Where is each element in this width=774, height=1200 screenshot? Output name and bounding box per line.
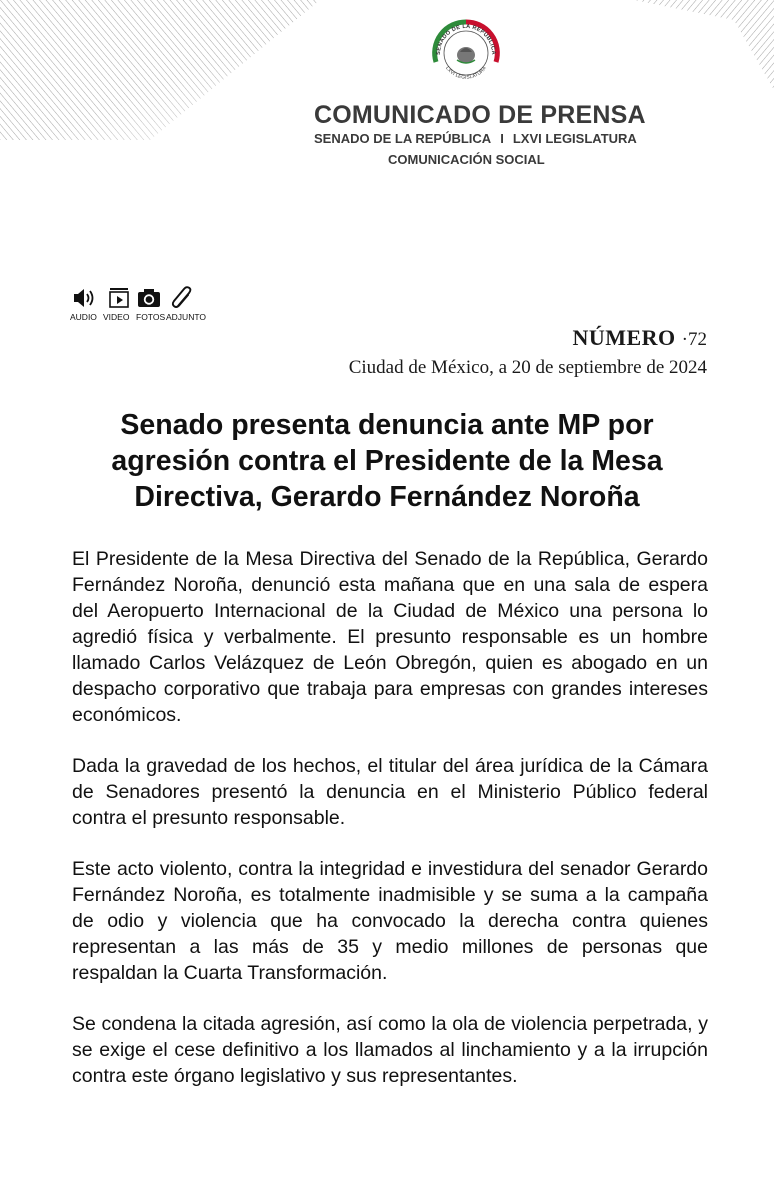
svg-text:LXVI LEGISLATURA: [444, 65, 488, 81]
seal-text-top: SENADO DE LA REPÚBLICA: [435, 23, 497, 56]
media-label-audio: AUDIO: [70, 312, 97, 322]
decorative-hatch-right: [624, 0, 774, 140]
senate-seal-logo: [428, 14, 504, 90]
header-office: COMUNICACIÓN SOCIAL: [388, 152, 545, 167]
release-number: [572, 325, 707, 351]
header-separator: I: [500, 131, 504, 146]
body-paragraph: Dada la gravedad de los hechos, el titular del área jurídica de la Cámara de Senadores presentó la denuncia en el Ministerio Público federal contra el presunto responsable.: [72, 755, 708, 829]
header-legislature: LXVI LEGISLATURA: [512, 131, 637, 146]
media-label-video: VIDEO: [103, 312, 130, 322]
decorative-hatch-left: [0, 0, 320, 140]
media-links: [70, 286, 230, 326]
body-paragraph: Este acto violento, contra la integridad e investidura del senador Gerardo Fernández Noroña, es totalmente inadmisible y se suma a la campaña de odio y violencia que ha convocado la derecha contra quienes representan a las más de 35 y medio millones de personas que respaldan la Cuarta Transformación.: [72, 858, 708, 984]
release-date: Ciudad de México, a 20 de septiembre de 2024: [348, 357, 707, 378]
headline: Senado presenta denuncia ante MP por agresión contra el Presidente de la Mesa Directiva, Gerardo Fernández Noroña: [111, 409, 663, 513]
paperclip-icon[interactable]: [170, 286, 196, 310]
seal-text-bottom: LXVI LEGISLATURA: [444, 65, 488, 81]
media-label-fotos: FOTOS: [136, 312, 166, 322]
header-subtitle: [314, 131, 637, 146]
speaker-icon[interactable]: [72, 286, 98, 310]
release-number-value: ·72: [681, 329, 707, 350]
body-paragraph: Se condena la citada agresión, así como la ola de violencia perpetrada, y se exige el cese definitivo a los llamados al linchamiento y a la irrupción contra este órgano legislativo y sus representantes.: [72, 1013, 708, 1087]
release-number-label: NÚMERO: [572, 325, 676, 350]
media-label-adjunto: ADJUNTO: [166, 312, 206, 322]
body-text: [72, 546, 708, 1114]
header-title: COMUNICADO DE PRENSA: [314, 101, 646, 129]
body-paragraph: El Presidente de la Mesa Directiva del Senado de la República, Gerardo Fernández Noroña, denunció esta mañana que en una sala de espera del Aeropuerto Internacional de la Ciudad de México una persona lo agredió física y verbalmente. El presunto responsable es un hombre llamado Carlos Velázquez de León Obregón, quien es abogado en un despacho corporativo que trabaja para empresas con grandes intereses económicos.: [72, 548, 708, 726]
video-icon[interactable]: [106, 286, 132, 310]
camera-icon[interactable]: [136, 286, 162, 310]
header-chamber: SENADO DE LA REPÚBLICA: [314, 131, 492, 146]
